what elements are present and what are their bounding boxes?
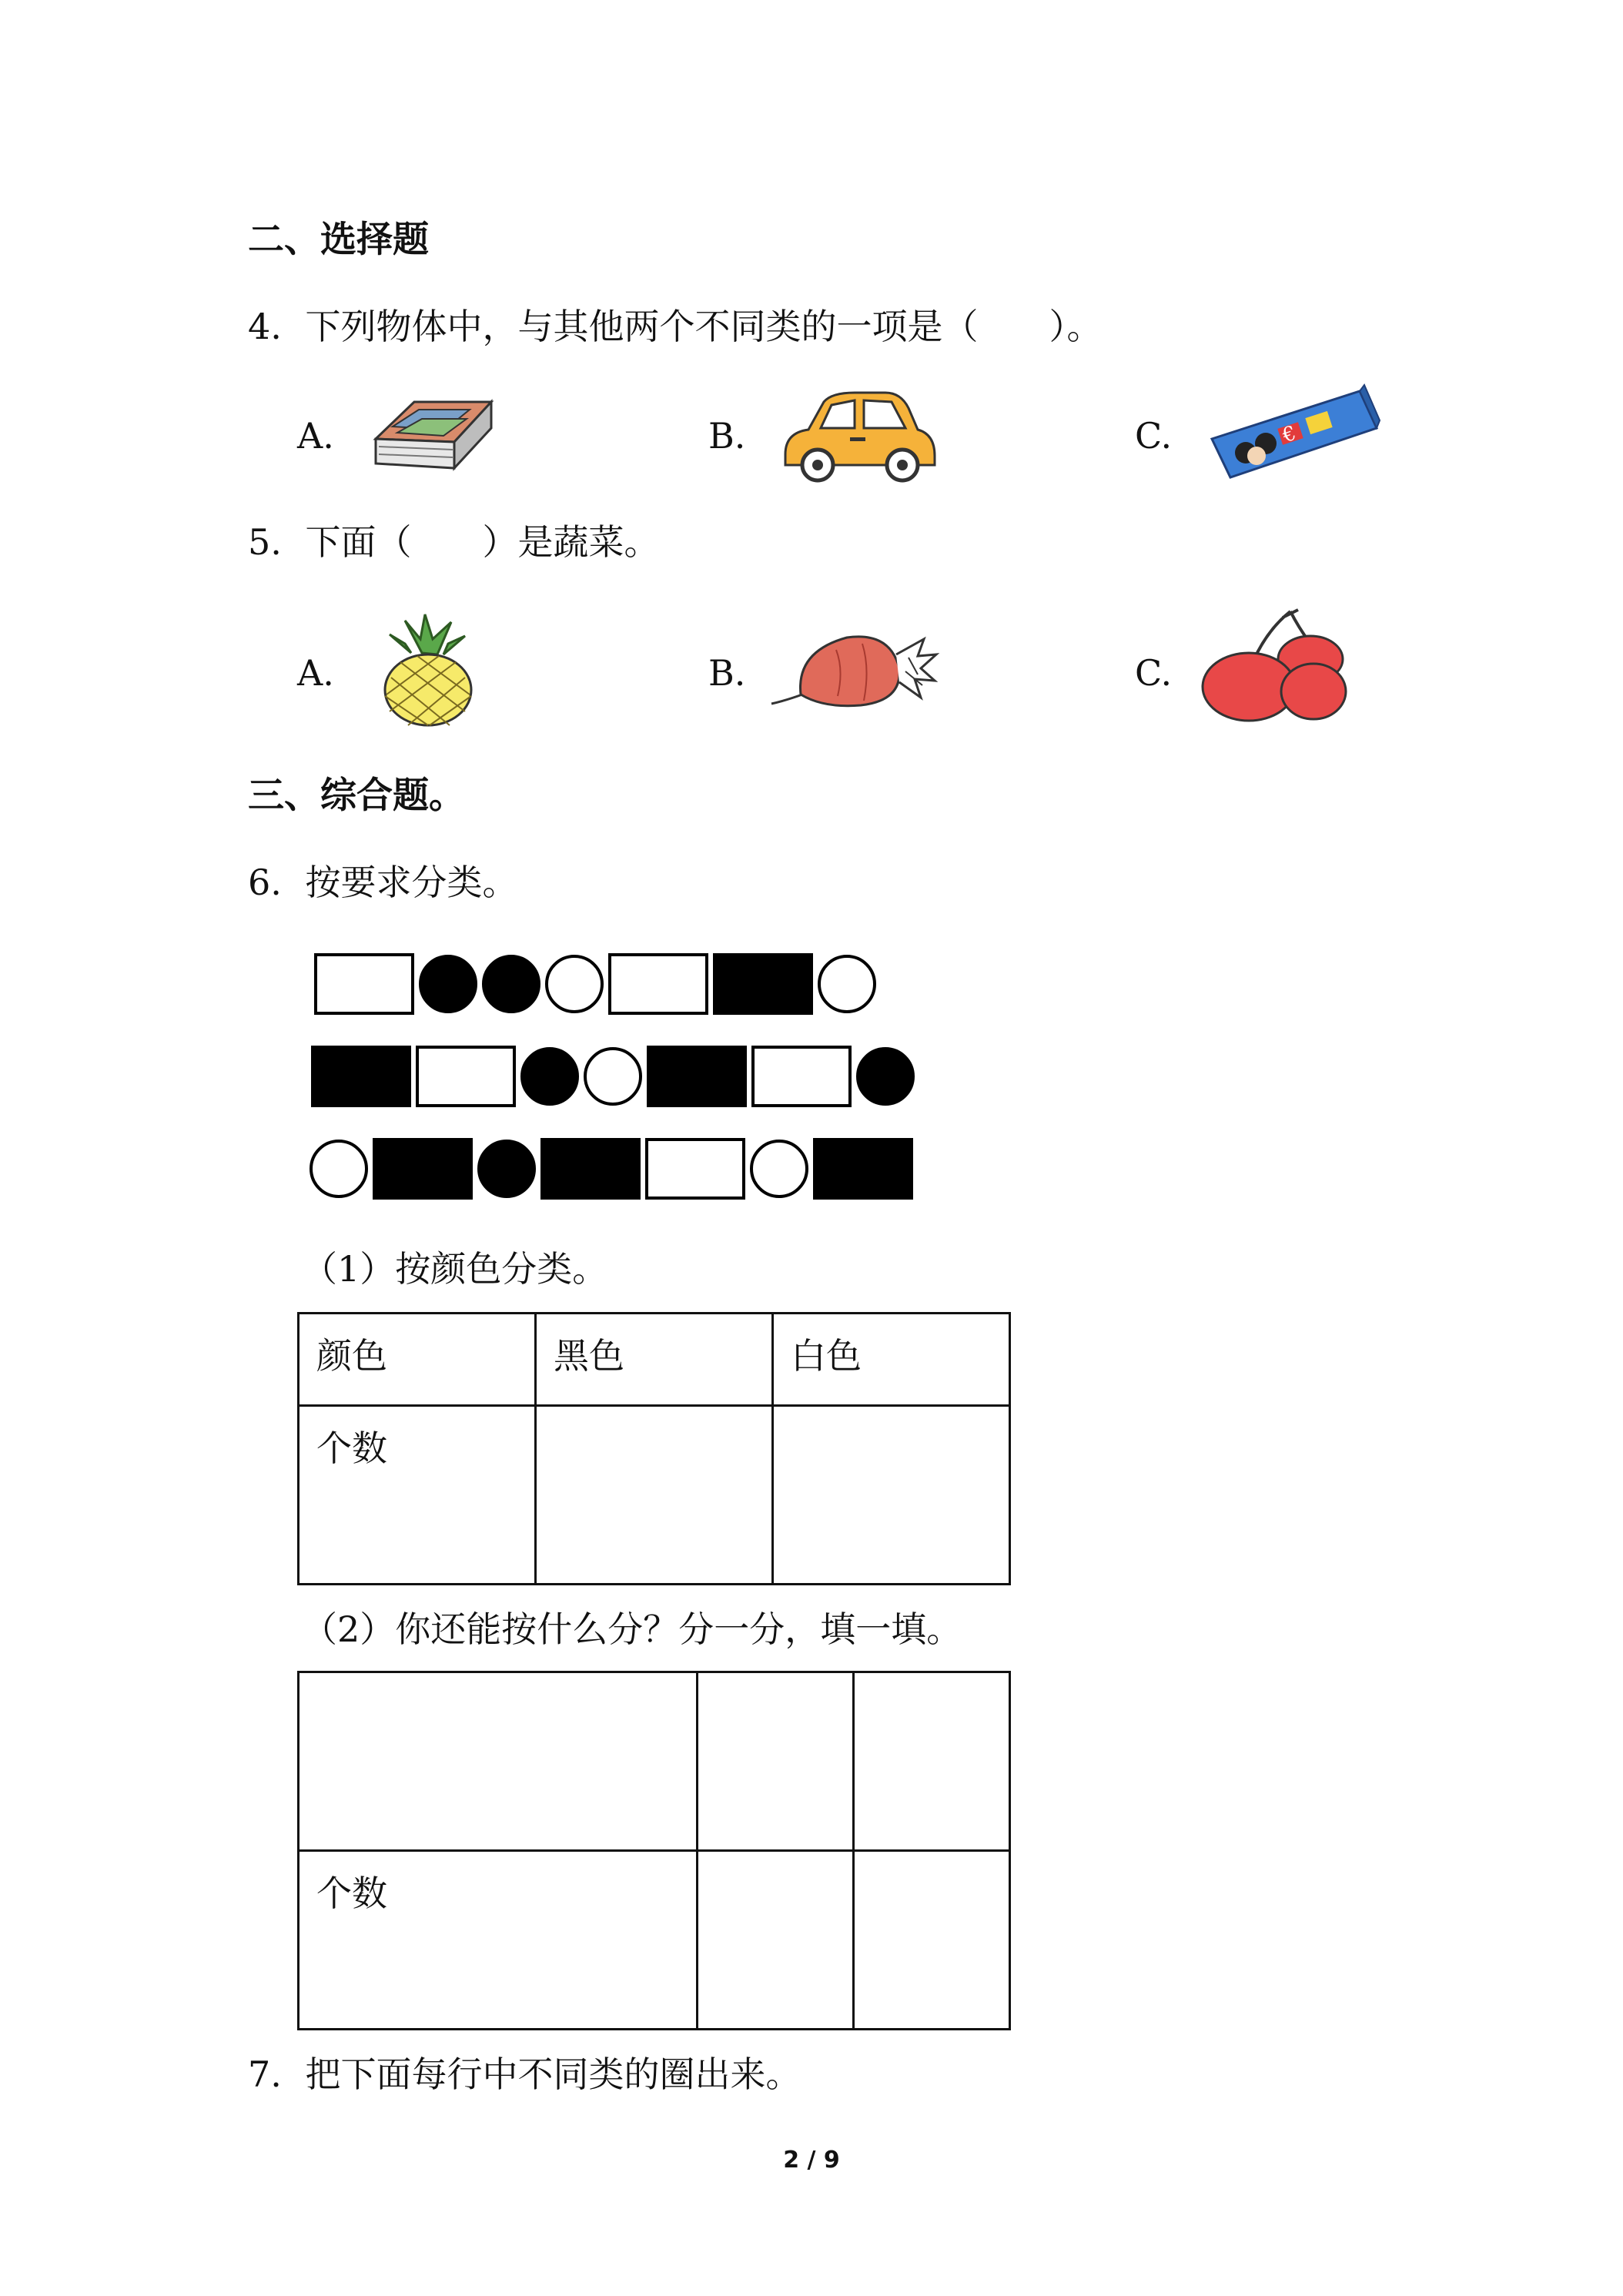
svg-text:€: € bbox=[1280, 421, 1300, 448]
question-5 bbox=[248, 519, 660, 565]
color-table bbox=[297, 1312, 1011, 1585]
sub-question-2: （2）你还能按什么分？分一分，填一填。 bbox=[302, 1608, 962, 1650]
page-number: 2 / 9 bbox=[783, 2147, 840, 2174]
black-circle bbox=[420, 956, 476, 1012]
table-cell: 黑色 bbox=[536, 1314, 773, 1406]
question-number: 4. bbox=[248, 306, 282, 347]
question-number: 6. bbox=[248, 862, 282, 903]
black-circle bbox=[484, 956, 539, 1012]
question-text: 下列物体中，与其他两个不同类的一项是（ ）。 bbox=[305, 306, 1103, 347]
question-6 bbox=[248, 859, 518, 905]
white-rectangle bbox=[316, 955, 413, 1013]
table-cell: 个数 bbox=[299, 1851, 698, 2030]
cherry-icon bbox=[1198, 607, 1352, 722]
table-cell: 颜色 bbox=[299, 1314, 536, 1406]
black-rectangle bbox=[648, 1047, 745, 1106]
black-circle bbox=[858, 1049, 913, 1104]
answer-cell[interactable] bbox=[854, 1851, 1010, 2030]
answer-cell[interactable] bbox=[854, 1672, 1010, 1851]
black-rectangle bbox=[313, 1047, 410, 1106]
white-rectangle bbox=[647, 1140, 744, 1198]
q5-option-a-label: A. bbox=[297, 652, 334, 694]
white-circle bbox=[311, 1141, 366, 1197]
question-number: 5. bbox=[248, 521, 282, 563]
q4-option-a-label: A. bbox=[297, 415, 334, 457]
white-rectangle bbox=[610, 955, 707, 1013]
white-rectangle bbox=[753, 1047, 850, 1106]
answer-cell[interactable] bbox=[698, 1672, 854, 1851]
table-row bbox=[299, 1851, 1010, 2030]
table-row bbox=[299, 1314, 1010, 1406]
q4-option-c-label: C. bbox=[1135, 415, 1173, 457]
q5-option-b-label: B. bbox=[708, 652, 746, 694]
table-cell: 个数 bbox=[299, 1406, 536, 1585]
black-circle bbox=[479, 1141, 534, 1197]
question-text: 下面（ ）是蔬菜。 bbox=[305, 521, 660, 563]
question-7 bbox=[248, 2051, 801, 2097]
black-rectangle bbox=[815, 1140, 912, 1198]
table-row bbox=[299, 1406, 1010, 1585]
white-circle bbox=[751, 1141, 807, 1197]
pencil-case-icon bbox=[1206, 379, 1383, 487]
black-circle bbox=[522, 1049, 577, 1104]
custom-classify-table bbox=[297, 1671, 1011, 2030]
black-rectangle bbox=[542, 1140, 639, 1198]
answer-cell[interactable] bbox=[698, 1851, 854, 2030]
answer-cell[interactable] bbox=[299, 1672, 698, 1851]
radish-icon bbox=[770, 621, 939, 713]
white-circle bbox=[585, 1049, 641, 1104]
question-4 bbox=[248, 303, 1103, 350]
sub-question-1: （1）按颜色分类。 bbox=[302, 1248, 608, 1290]
car-icon bbox=[778, 385, 939, 485]
white-rectangle bbox=[417, 1047, 514, 1106]
section-heading-choice: 二、选择题 bbox=[248, 219, 429, 261]
q4-option-b-label: B. bbox=[708, 415, 746, 457]
table-cell: 白色 bbox=[773, 1314, 1010, 1406]
question-text: 按要求分类。 bbox=[305, 862, 518, 903]
black-rectangle bbox=[714, 955, 812, 1013]
question-number: 7. bbox=[248, 2053, 282, 2095]
book-icon bbox=[368, 393, 499, 477]
section-heading-comprehensive: 三、综合题。 bbox=[248, 775, 465, 817]
white-circle bbox=[819, 956, 875, 1012]
table-row bbox=[299, 1672, 1010, 1851]
answer-cell-black[interactable] bbox=[536, 1406, 773, 1585]
question-text: 把下面每行中不同类的圈出来。 bbox=[305, 2053, 801, 2095]
white-circle bbox=[547, 956, 602, 1012]
q5-option-c-label: C. bbox=[1135, 652, 1173, 694]
black-rectangle bbox=[374, 1140, 471, 1198]
pineapple-icon bbox=[374, 613, 482, 728]
answer-cell-white[interactable] bbox=[773, 1406, 1010, 1585]
